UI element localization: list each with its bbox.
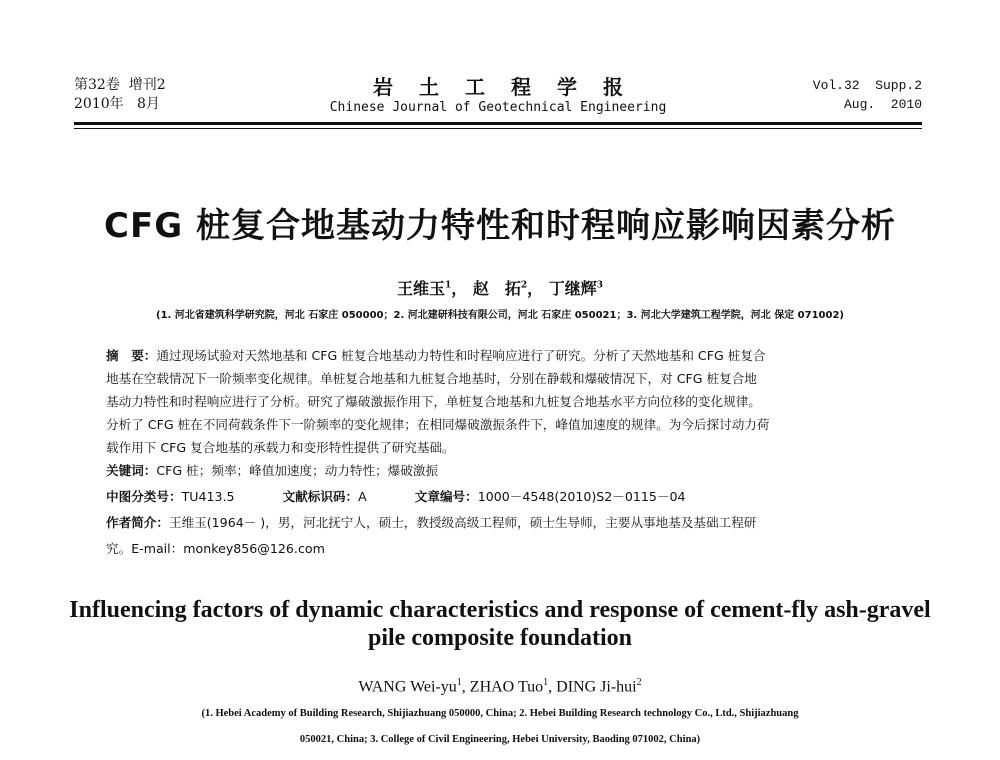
author-affil-mark: 2 [520, 280, 528, 291]
author-bio-text: 王维玉(1964－ )，男，河北抚宁人，硕士，教授级高级工程师，硕士生导师，主要从事地基及基础工程研 [168, 515, 757, 530]
author-cn: 赵 拓 [472, 279, 521, 298]
abstract-cn [106, 344, 900, 459]
author-bio-label: 作者简介： [106, 515, 169, 530]
author-list-cn: 王维玉$^1$， 赵 拓$^2$， 丁继辉$^3$ [396, 279, 604, 298]
author-list-en: WANG Wei-$yu^1$, ZHAO Tuo$^1$, DING Ji-hui$^2$ [358, 677, 642, 696]
author-affil-mark: 1 [445, 280, 452, 291]
abstract-line: 载作用下 CFG 复合地基的承载力和变形特性提供了研究基础。 [106, 440, 455, 455]
author-affil-mark: 1 [456, 677, 462, 688]
doc-code-label: 文献标识码： [282, 489, 359, 504]
abstract-line: 分析了 CFG 桩在不同荷载条件下一阶频率的变化规律；在相同爆破激振条件下，峰值加速度的规律。为今后探讨动力荷 [106, 417, 770, 432]
paper-title-en-line1: Influencing factors of dynamic characteristics and response of cement-fly ash-gravel [69, 597, 931, 623]
abstract-line: 摘 要：通过现场试验对天然地基和 CFG 桩复合地基动力特性和时程响应进行了研究。分析了天然地基和 CFG 桩复合 [106, 348, 766, 363]
abstract-line: 基动力特性和时程响应进行了分析。研究了爆破激振作用下，单桩复合地基和九桩复合地基水平方向位移的变化规律。 [106, 394, 761, 409]
abstract-line: 地基在空载情况下一阶频率变化规律。单桩复合地基和九桩复合地基时，分别在静载和爆破情况下，对 CFG 桩复合地 [106, 371, 757, 386]
author-bio-continued: 究。E-mail：monkey856@126.com [106, 541, 325, 556]
author-cn: 丁继辉 [548, 279, 597, 298]
author-en: WANG Wei-yu [358, 678, 457, 696]
publication-date-cn: 2010年 8月 [74, 96, 160, 112]
keywords-cn [106, 460, 900, 482]
affiliation-cn: (1. 河北省建筑科学研究院，河北 石家庄 050000；2. 河北建研科技有限公司，河北 石家庄 050021；3. 河北大学建筑工程学院，河北 保定 071002) [156, 310, 844, 321]
clc-label: 中图分类号： [106, 489, 182, 504]
author-affil-mark: 1 [543, 677, 549, 688]
abstract-label: 摘 要： [106, 348, 157, 363]
volume-issue-en: Vol.32 Supp.2 [812, 78, 922, 93]
affiliation-en-line2: 050021, China; 3. College of Civil Engineering, Hebei University, Baoding 071002, China) [299, 734, 701, 745]
classification-line [106, 486, 900, 508]
volume-issue: 第32卷 增刊2 [74, 77, 166, 93]
author-affil-mark: 2 [636, 677, 642, 688]
paper-title-en [40, 596, 960, 652]
clc-value: TU413.5 [181, 489, 235, 504]
author-affil-mark: 3 [596, 280, 604, 291]
running-header [74, 76, 922, 126]
volume-info-en [813, 76, 922, 114]
journal-name-cn: 岩土工程学报 [373, 75, 649, 99]
header-rule-thick [74, 122, 922, 125]
author-en: DING Ji-hui [556, 678, 637, 696]
paper-title-cn: CFG 桩复合地基动力特性和时程响应影响因素分析 [104, 206, 896, 246]
publication-date-en: Aug. 2010 [843, 97, 922, 112]
author-bio [106, 512, 900, 534]
paper-title-en-line2: pile composite foundation [367, 625, 633, 651]
author-cn: 王维玉 [396, 279, 445, 298]
author-en: ZHAO Tuo [469, 678, 544, 696]
journal-name-en: Chinese Journal of Geotechnical Engineering [329, 100, 667, 115]
keywords-label: 关键词： [106, 463, 157, 478]
article-number-label: 文章编号： [414, 489, 478, 504]
affiliation-en-line1: (1. Hebei Academy of Building Research, Shijiazhuang 050000, China; 2. Hebei Building Research technology Co., Ltd., Shijiazhuang [201, 708, 799, 719]
header-rule-thin [74, 128, 922, 129]
journal-name [74, 76, 922, 117]
keywords-text: CFG 桩；频率；峰值加速度；动力特性；爆破激振 [156, 463, 439, 478]
article-number-value: 1000－4548(2010)S2－0115－04 [477, 489, 686, 504]
doc-code-value: A [358, 489, 367, 504]
